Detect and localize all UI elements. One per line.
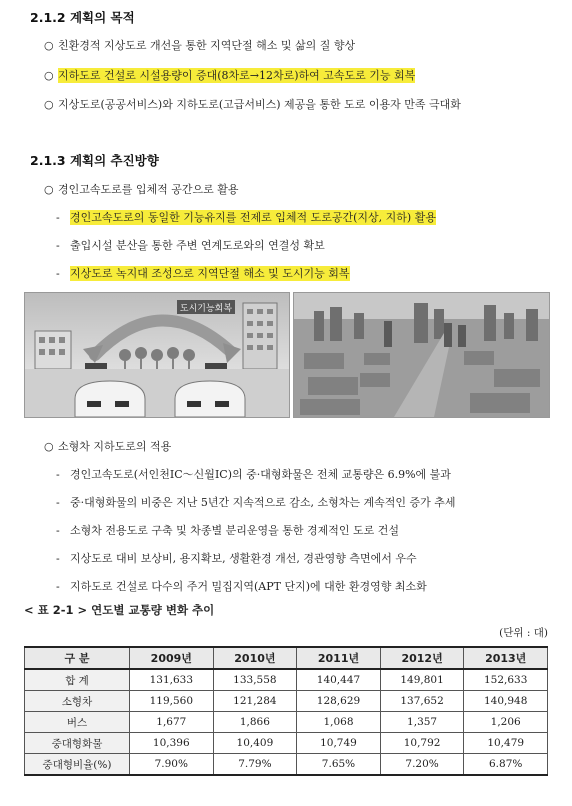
row-header-cell: 버스 — [25, 712, 130, 733]
table-cell: 1,866 — [213, 712, 297, 733]
table-cell: 1,206 — [464, 712, 548, 733]
table-row — [25, 712, 548, 733]
list-item: ○ 지하도로 건설로 시설용량이 증대(8차로→12차로)하여 고속도로 기능 회복 — [44, 69, 416, 82]
row-header-cell: 중대형비율(%) — [25, 754, 130, 776]
table-cell: 7.65% — [297, 754, 381, 776]
sub-item-text: 지하도로 건설로 다수의 주거 밀집지역(APT 단지)에 대한 환경영향 최소화 — [70, 580, 427, 593]
table-cell: 1,677 — [130, 712, 214, 733]
table-cell: 10,479 — [464, 733, 548, 754]
table-cell: 119,560 — [130, 691, 214, 712]
sub-item-text: 경인고속도로(서인천IC～신월IC)의 중·대형화물은 전체 교통량은 6.9%에 불과 — [70, 468, 451, 481]
table-cell: 10,749 — [297, 733, 381, 754]
header-cell: 2012년 — [380, 647, 464, 669]
table-cell: 131,633 — [130, 669, 214, 691]
table-row — [25, 691, 548, 712]
sub-item-text: 소형차 전용도로 구축 및 차종별 분리운영을 통한 경제적인 도로 건설 — [70, 524, 399, 537]
list-item: ○ 친환경적 지상도로 개선을 통한 지역단절 해소 및 삶의 질 향상 — [44, 39, 356, 52]
row-header-cell: 중대형화물 — [25, 733, 130, 754]
table-cell: 121,284 — [213, 691, 297, 712]
table-cell: 7.79% — [213, 754, 297, 776]
table-header-row — [25, 647, 548, 669]
table-cell: 137,652 — [380, 691, 464, 712]
table-row — [25, 669, 548, 691]
list-item: ○ 소형차 지하도로의 적용 — [44, 440, 172, 453]
table-cell: 10,792 — [380, 733, 464, 754]
table-row — [25, 754, 548, 776]
table-cell: 152,633 — [464, 669, 548, 691]
sub-item-text: 중·대형화물의 비중은 지난 5년간 지속적으로 감소, 소형차는 계속적인 증가 추세 — [70, 496, 456, 509]
sub-item: - 경인고속도로의 동일한 기능유지를 전제로 입체적 도로공간(지상, 지하) 활용 — [56, 211, 436, 224]
sub-item: - 중·대형화물의 비중은 지난 5년간 지속적으로 감소, 소형차는 계속적인 증가 추세 — [56, 496, 456, 509]
list-item: ○ 지상도로(공공서비스)와 지하도로(고급서비스) 제공을 통한 도로 이용자 만족 극대화 — [44, 98, 461, 111]
sub-item-text: 출입시설 분산을 통한 주변 연계도로와의 연결성 확보 — [70, 239, 325, 252]
sub-item: - 지하도로 건설로 다수의 주거 밀집지역(APT 단지)에 대한 환경영향 최소화 — [56, 580, 427, 593]
road-diagram-illustration — [25, 293, 289, 417]
list-item-text: 지상도로(공공서비스)와 지하도로(고급서비스) 제공을 통한 도로 이용자 만족 극대화 — [58, 98, 461, 111]
header-cell: 2011년 — [297, 647, 381, 669]
table-unit: (단위 : 대) — [499, 627, 548, 639]
table-cell: 10,409 — [213, 733, 297, 754]
sub-item: - 소형차 전용도로 구축 및 차종별 분리운영을 통한 경제적인 도로 건설 — [56, 524, 399, 537]
highlighted-text: 지상도로 녹지대 조성으로 지역단절 해소 및 도시기능 회복 — [70, 267, 350, 280]
list-item-text: 친환경적 지상도로 개선을 통한 지역단절 해소 및 삶의 질 향상 — [58, 39, 356, 52]
table-cell: 7.20% — [380, 754, 464, 776]
sub-item: - 경인고속도로(서인천IC～신월IC)의 중·대형화물은 전체 교통량은 6.9%에 불과 — [56, 468, 451, 481]
table-cell: 133,558 — [213, 669, 297, 691]
list-item: ○ 경인고속도로를 입체적 공간으로 활용 — [44, 183, 239, 196]
table-cell: 149,801 — [380, 669, 464, 691]
header-cell: 2013년 — [464, 647, 548, 669]
row-header-cell: 합 계 — [25, 669, 130, 691]
sub-item: - 지상도로 녹지대 조성으로 지역단절 해소 및 도시기능 회복 — [56, 267, 350, 280]
header-cell: 2009년 — [130, 647, 214, 669]
row-header-cell: 소형차 — [25, 691, 130, 712]
header-cell: 구 분 — [25, 647, 130, 669]
table-cell: 128,629 — [297, 691, 381, 712]
table-cell: 140,948 — [464, 691, 548, 712]
table-row — [25, 733, 548, 754]
sub-item-text: 지상도로 대비 보상비, 용지확보, 생활환경 개선, 경관영향 측면에서 우수 — [70, 552, 417, 565]
header-cell: 2010년 — [213, 647, 297, 669]
section-heading-direction: 2.1.3 계획의 추진방향 — [30, 153, 159, 168]
table-cell: 10,396 — [130, 733, 214, 754]
table-cell: 7.90% — [130, 754, 214, 776]
list-item-text: 소형차 지하도로의 적용 — [58, 440, 172, 453]
section-heading-purpose: 2.1.2 계획의 목적 — [30, 10, 135, 25]
highlighted-text: 경인고속도로의 동일한 기능유지를 전제로 입체적 도로공간(지상, 지하) 활용 — [70, 211, 436, 224]
table-cell: 1,068 — [297, 712, 381, 733]
table-cell: 1,357 — [380, 712, 464, 733]
list-item-text: 경인고속도로를 입체적 공간으로 활용 — [58, 183, 239, 196]
sub-item: - 지상도로 대비 보상비, 용지확보, 생활환경 개선, 경관영향 측면에서 우수 — [56, 552, 417, 565]
table-cell: 140,447 — [297, 669, 381, 691]
city-aerial-illustration — [294, 293, 549, 417]
city-aerial-photo — [293, 292, 550, 418]
table-caption: < 표 2-1 > 연도별 교통량 변화 추이 — [24, 603, 215, 617]
table-cell: 6.87% — [464, 754, 548, 776]
road-diagram-image — [24, 292, 290, 418]
diagram-label: 도시기능회복 — [179, 304, 233, 314]
sub-item: - 출입시설 분산을 통한 주변 연계도로와의 연결성 확보 — [56, 239, 325, 252]
traffic-volume-table — [24, 646, 548, 776]
highlighted-text: 지하도로 건설로 시설용량이 증대(8차로→12차로)하여 고속도로 기능 회복 — [58, 69, 416, 82]
